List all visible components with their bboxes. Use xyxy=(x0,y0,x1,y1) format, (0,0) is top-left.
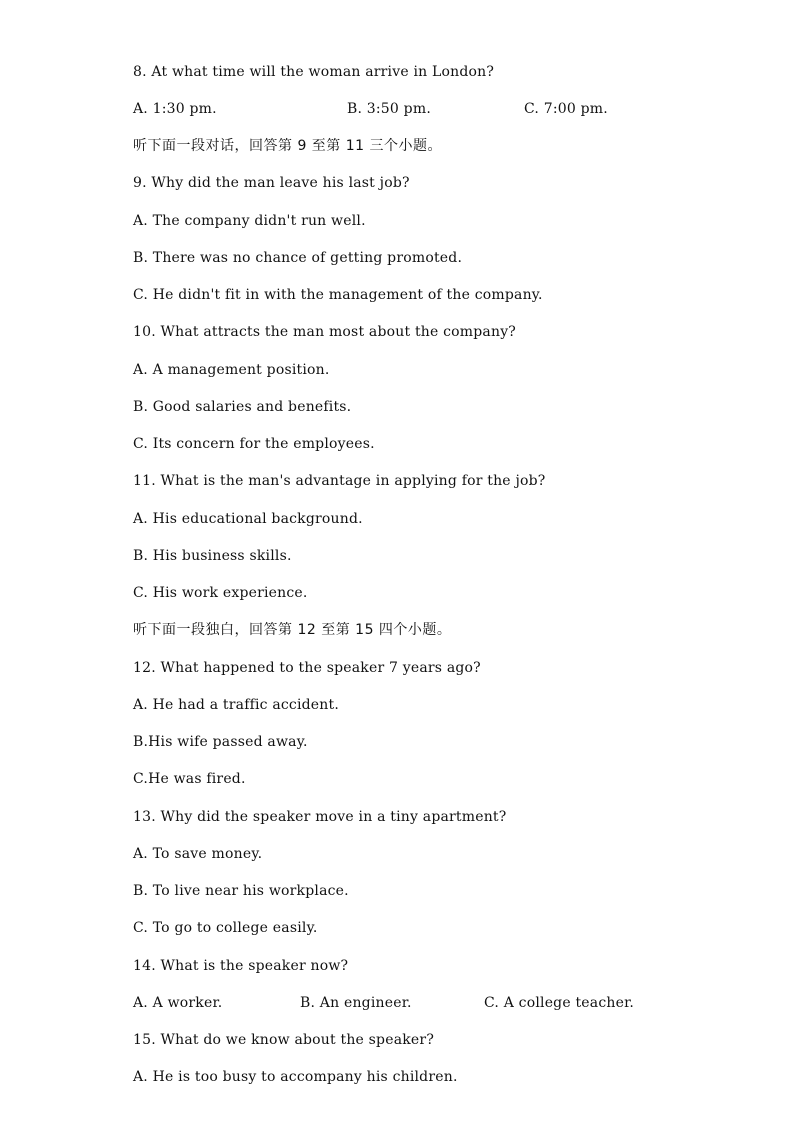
q10-option-b: B. Good salaries and benefits. xyxy=(133,399,352,415)
q12-option-b: B.His wife passed away. xyxy=(133,734,308,750)
q14-option-b: B. An engineer. xyxy=(300,995,412,1011)
q11-option-c: C. His work experience. xyxy=(133,585,308,601)
q8-option-c: C. 7:00 pm. xyxy=(524,101,608,117)
question-12: 12. What happened to the speaker 7 years ago? xyxy=(133,660,481,676)
q8-option-b: B. 3:50 pm. xyxy=(347,101,431,117)
question-11: 11. What is the man's advantage in applying for the job? xyxy=(133,473,546,489)
section-instruction-monologue: 听下面一段独白，回答第 12 至第 15 四个小题。 xyxy=(133,622,452,638)
question-9: 9. Why did the man leave his last job? xyxy=(133,175,410,191)
question-8: 8. At what time will the woman arrive in London? xyxy=(133,64,495,80)
question-13: 13. Why did the speaker move in a tiny apartment? xyxy=(133,809,507,825)
section-instruction-dialogue: 听下面一段对话，回答第 9 至第 11 三个小题。 xyxy=(133,138,443,154)
q13-option-c: C. To go to college easily. xyxy=(133,920,318,936)
q10-option-c: C. Its concern for the employees. xyxy=(133,436,375,452)
q15-option-a: A. He is too busy to accompany his children. xyxy=(133,1069,458,1085)
q11-option-b: B. His business skills. xyxy=(133,548,292,564)
q14-option-a: A. A worker. xyxy=(133,995,223,1011)
q12-option-a: A. He had a traffic accident. xyxy=(133,697,339,713)
q9-option-a: A. The company didn't run well. xyxy=(133,213,366,229)
q9-option-c: C. He didn't fit in with the management of the company. xyxy=(133,287,543,303)
q9-option-b: B. There was no chance of getting promoted. xyxy=(133,250,463,266)
question-15: 15. What do we know about the speaker? xyxy=(133,1032,435,1048)
question-14: 14. What is the speaker now? xyxy=(133,958,349,974)
q12-option-c: C.He was fired. xyxy=(133,771,246,787)
question-10: 10. What attracts the man most about the company? xyxy=(133,324,517,340)
q8-option-a: A. 1:30 pm. xyxy=(133,101,217,117)
q10-option-a: A. A management position. xyxy=(133,362,330,378)
q13-option-b: B. To live near his workplace. xyxy=(133,883,349,899)
q13-option-a: A. To save money. xyxy=(133,846,263,862)
q11-option-a: A. His educational background. xyxy=(133,511,363,527)
q14-option-c: C. A college teacher. xyxy=(484,995,635,1011)
